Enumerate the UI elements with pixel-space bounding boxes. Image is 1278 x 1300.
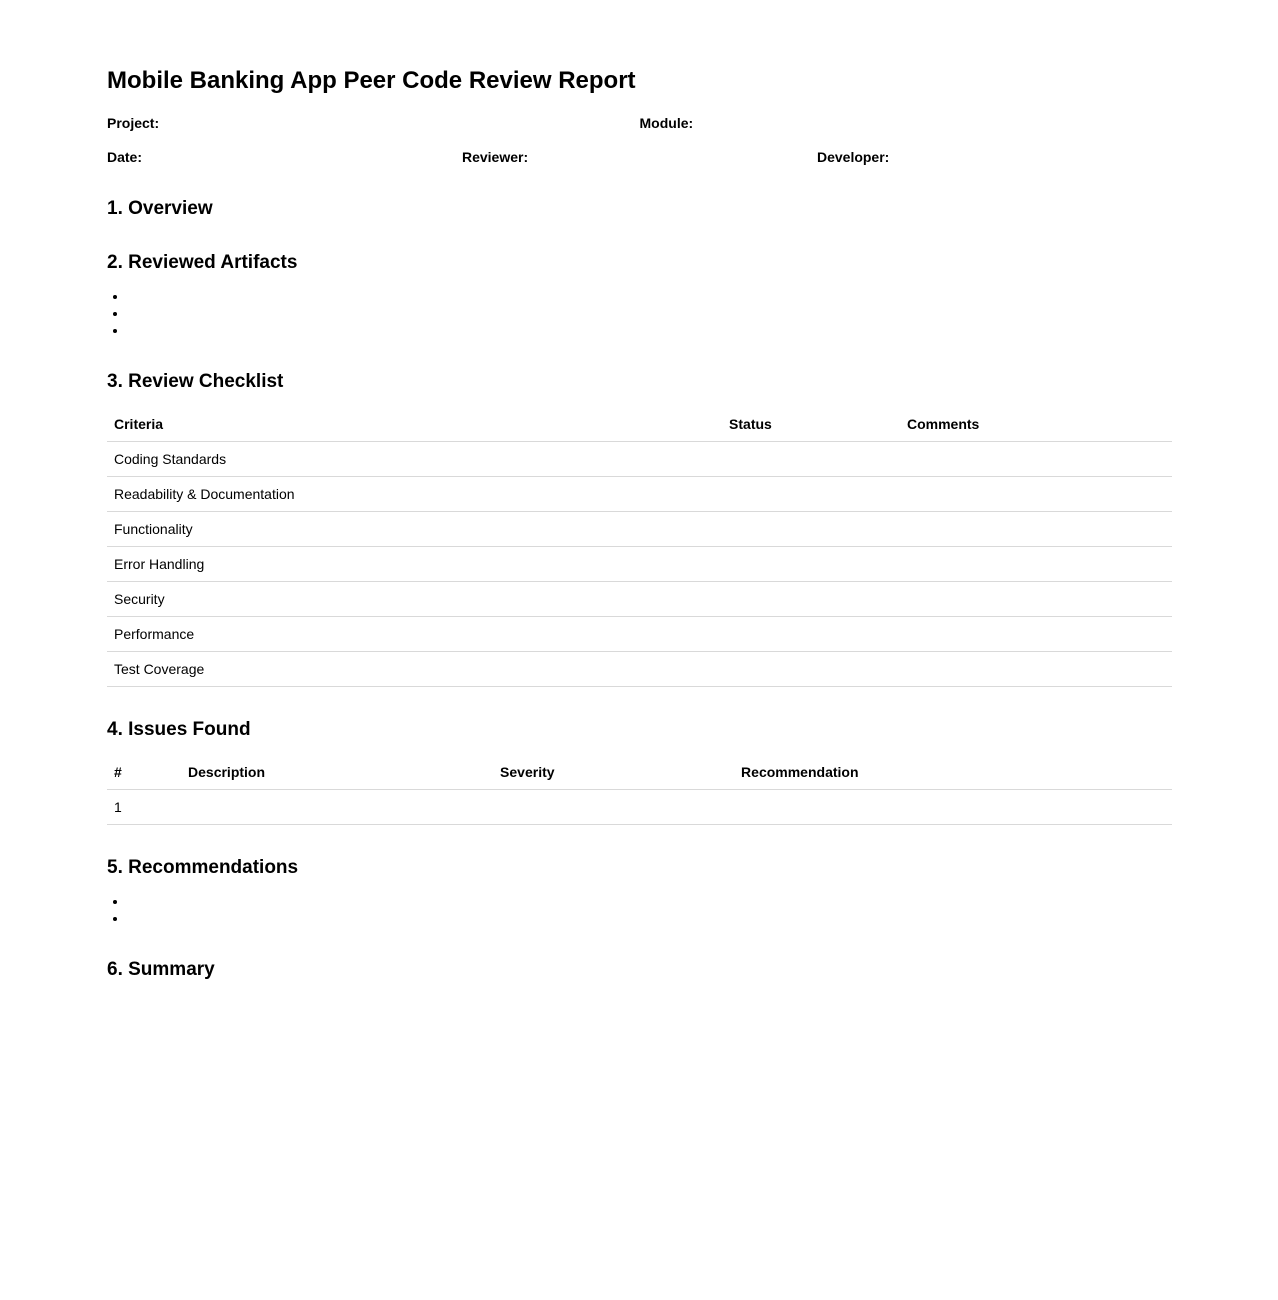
reviewed-artifacts-list bbox=[107, 288, 1172, 339]
criteria-cell: Performance bbox=[107, 617, 722, 652]
column-header-status: Status bbox=[722, 407, 900, 442]
list-item bbox=[128, 322, 1172, 339]
table-row bbox=[107, 477, 1172, 512]
criteria-cell: Coding Standards bbox=[107, 442, 722, 477]
criteria-cell: Test Coverage bbox=[107, 652, 722, 687]
comments-cell bbox=[900, 547, 1172, 582]
column-header-severity: Severity bbox=[493, 755, 734, 790]
table-row bbox=[107, 617, 1172, 652]
section-heading-recommendations: 5. Recommendations bbox=[107, 857, 299, 878]
report-document bbox=[107, 0, 1172, 1195]
reviewer-label: Reviewer: bbox=[461, 149, 529, 165]
date-field bbox=[107, 149, 462, 166]
meta-row-project-module bbox=[107, 115, 1172, 132]
status-cell bbox=[722, 442, 900, 477]
status-cell bbox=[722, 512, 900, 547]
issue-recommendation-cell bbox=[734, 790, 1172, 825]
list-item bbox=[128, 893, 1172, 910]
criteria-cell: Readability & Documentation bbox=[107, 477, 722, 512]
developer-label: Developer: bbox=[816, 149, 890, 165]
module-field bbox=[640, 115, 1173, 132]
status-cell bbox=[722, 582, 900, 617]
recommendations-list bbox=[107, 893, 1172, 927]
column-header-recommendation: Recommendation bbox=[734, 755, 1172, 790]
criteria-cell: Functionality bbox=[107, 512, 722, 547]
reviewer-field bbox=[462, 149, 817, 166]
table-header-row bbox=[107, 755, 1172, 790]
table-row bbox=[107, 547, 1172, 582]
column-header-criteria: Criteria bbox=[107, 407, 722, 442]
section-heading-overview: 1. Overview bbox=[107, 198, 213, 219]
column-header-comments: Comments bbox=[900, 407, 1172, 442]
comments-cell bbox=[900, 442, 1172, 477]
issue-severity-cell bbox=[493, 790, 734, 825]
list-item bbox=[128, 305, 1172, 322]
issue-description-cell bbox=[181, 790, 493, 825]
comments-cell bbox=[900, 512, 1172, 547]
list-item bbox=[128, 910, 1172, 927]
project-label: Project: bbox=[107, 115, 160, 131]
criteria-cell: Security bbox=[107, 582, 722, 617]
table-header-row bbox=[107, 407, 1172, 442]
list-item bbox=[128, 288, 1172, 305]
project-field bbox=[107, 115, 640, 132]
section-heading-issues-found: 4. Issues Found bbox=[107, 719, 251, 740]
comments-cell bbox=[900, 617, 1172, 652]
status-cell bbox=[722, 652, 900, 687]
review-checklist-table bbox=[107, 407, 1172, 687]
meta-row-date-reviewer-developer bbox=[107, 149, 1172, 166]
table-row bbox=[107, 652, 1172, 687]
table-row bbox=[107, 582, 1172, 617]
column-header-number: # bbox=[107, 755, 181, 790]
comments-cell bbox=[900, 582, 1172, 617]
issues-found-table bbox=[107, 755, 1172, 825]
section-heading-reviewed-artifacts: 2. Reviewed Artifacts bbox=[107, 252, 298, 273]
comments-cell bbox=[900, 477, 1172, 512]
column-header-description: Description bbox=[181, 755, 493, 790]
section-heading-summary: 6. Summary bbox=[107, 959, 215, 980]
status-cell bbox=[722, 547, 900, 582]
table-row bbox=[107, 512, 1172, 547]
page-title: Mobile Banking App Peer Code Review Report bbox=[107, 67, 636, 94]
issue-number-cell: 1 bbox=[107, 790, 181, 825]
table-row bbox=[107, 790, 1172, 825]
module-label: Module: bbox=[639, 115, 694, 131]
criteria-cell: Error Handling bbox=[107, 547, 722, 582]
section-heading-review-checklist: 3. Review Checklist bbox=[107, 371, 284, 392]
status-cell bbox=[722, 617, 900, 652]
status-cell bbox=[722, 477, 900, 512]
table-row bbox=[107, 442, 1172, 477]
date-label: Date: bbox=[107, 149, 143, 165]
developer-field bbox=[817, 149, 1172, 166]
comments-cell bbox=[900, 652, 1172, 687]
